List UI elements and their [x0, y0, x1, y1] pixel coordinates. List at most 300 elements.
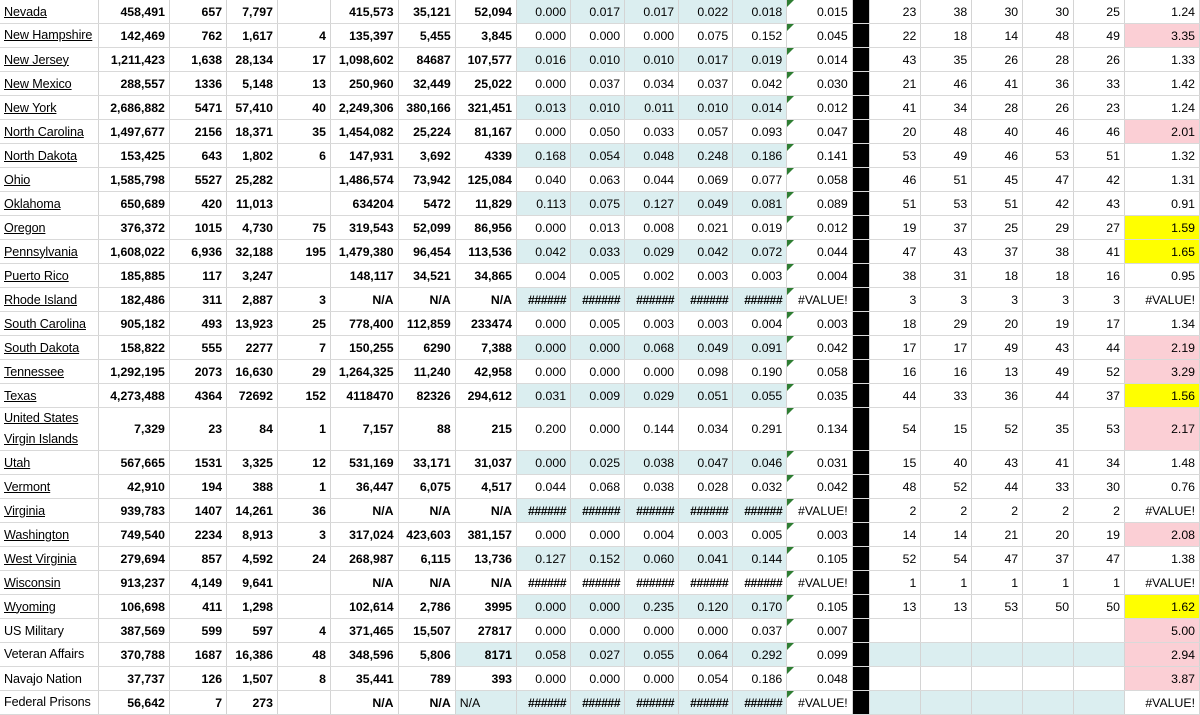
row-label-link[interactable]: New Mexico: [4, 76, 72, 91]
rank-cell-2[interactable]: 17: [921, 336, 972, 360]
rate-cell-1[interactable]: ######: [517, 691, 571, 715]
rank-cell-1[interactable]: 18: [870, 312, 921, 336]
value-cell-n3[interactable]: 11,013: [227, 192, 278, 216]
value-cell-n5[interactable]: 348,596: [330, 643, 398, 667]
ratio-cell[interactable]: 3.29: [1124, 360, 1199, 384]
rate-cell-2[interactable]: 0.068: [571, 475, 625, 499]
rate-cell-1[interactable]: 0.013: [517, 96, 571, 120]
value-cell-n1[interactable]: 650,689: [99, 192, 170, 216]
value-cell-n2[interactable]: 23: [169, 408, 226, 451]
value-cell-n7[interactable]: 107,577: [455, 48, 516, 72]
rank-cell-1[interactable]: 43: [870, 48, 921, 72]
rate-cell-1[interactable]: ######: [517, 571, 571, 595]
value-cell-n7[interactable]: N/A: [455, 288, 516, 312]
average-rate-cell[interactable]: 0.105: [787, 547, 852, 571]
value-cell-n2[interactable]: 4364: [169, 384, 226, 408]
value-cell-n4[interactable]: [277, 571, 330, 595]
row-label-cell[interactable]: [0, 216, 99, 240]
rank-cell-1[interactable]: 13: [870, 595, 921, 619]
rate-cell-1[interactable]: 0.168: [517, 144, 571, 168]
ratio-cell[interactable]: 1.56: [1124, 384, 1199, 408]
rank-cell-1[interactable]: [870, 691, 921, 715]
rank-cell-2[interactable]: 53: [921, 192, 972, 216]
rate-cell-2[interactable]: 0.075: [571, 192, 625, 216]
value-cell-n1[interactable]: 1,211,423: [99, 48, 170, 72]
value-cell-n3[interactable]: 1,617: [227, 24, 278, 48]
rate-cell-4[interactable]: 0.057: [679, 120, 733, 144]
value-cell-n1[interactable]: 1,608,022: [99, 240, 170, 264]
rate-cell-1[interactable]: 0.000: [517, 595, 571, 619]
average-rate-cell[interactable]: 0.058: [787, 168, 852, 192]
value-cell-n1[interactable]: 42,910: [99, 475, 170, 499]
row-label-cell[interactable]: [0, 192, 99, 216]
value-cell-n3[interactable]: 32,188: [227, 240, 278, 264]
value-cell-n1[interactable]: 376,372: [99, 216, 170, 240]
value-cell-n6[interactable]: 5,455: [398, 24, 455, 48]
rank-cell-1[interactable]: 38: [870, 264, 921, 288]
rate-cell-4[interactable]: ######: [679, 571, 733, 595]
value-cell-n6[interactable]: 35,121: [398, 0, 455, 24]
value-cell-n4[interactable]: 12: [277, 451, 330, 475]
rank-cell-1[interactable]: 3: [870, 288, 921, 312]
value-cell-n3[interactable]: 1,298: [227, 595, 278, 619]
rank-cell-3[interactable]: 13: [972, 360, 1023, 384]
average-rate-cell[interactable]: #VALUE!: [787, 499, 852, 523]
rate-cell-5[interactable]: 0.292: [733, 643, 787, 667]
value-cell-n4[interactable]: 36: [277, 499, 330, 523]
value-cell-n4[interactable]: 48: [277, 643, 330, 667]
value-cell-n5[interactable]: 147,931: [330, 144, 398, 168]
row-label-cell[interactable]: [0, 408, 99, 451]
rank-cell-5[interactable]: 42: [1074, 168, 1125, 192]
ratio-cell[interactable]: 1.38: [1124, 547, 1199, 571]
rank-cell-3[interactable]: 52: [972, 408, 1023, 451]
average-rate-cell[interactable]: #VALUE!: [787, 691, 852, 715]
rank-cell-1[interactable]: 2: [870, 499, 921, 523]
value-cell-n6[interactable]: 6290: [398, 336, 455, 360]
rate-cell-4[interactable]: 0.054: [679, 667, 733, 691]
value-cell-n1[interactable]: 142,469: [99, 24, 170, 48]
row-label-cell[interactable]: [0, 24, 99, 48]
value-cell-n6[interactable]: 96,454: [398, 240, 455, 264]
value-cell-n2[interactable]: 5527: [169, 168, 226, 192]
value-cell-n7[interactable]: N/A: [455, 691, 516, 715]
rate-cell-4[interactable]: 0.098: [679, 360, 733, 384]
row-label-cell[interactable]: [0, 264, 99, 288]
value-cell-n5[interactable]: 319,543: [330, 216, 398, 240]
row-label-cell[interactable]: [0, 120, 99, 144]
value-cell-n4[interactable]: 35: [277, 120, 330, 144]
row-label-link[interactable]: North Carolina: [4, 124, 84, 139]
rank-cell-2[interactable]: 16: [921, 360, 972, 384]
rank-cell-2[interactable]: 34: [921, 96, 972, 120]
value-cell-n6[interactable]: 34,521: [398, 264, 455, 288]
value-cell-n7[interactable]: 42,958: [455, 360, 516, 384]
ratio-cell[interactable]: 0.95: [1124, 264, 1199, 288]
rate-cell-3[interactable]: 0.144: [625, 408, 679, 451]
rank-cell-1[interactable]: 54: [870, 408, 921, 451]
rate-cell-2[interactable]: 0.050: [571, 120, 625, 144]
rate-cell-2[interactable]: 0.033: [571, 240, 625, 264]
rank-cell-1[interactable]: 44: [870, 384, 921, 408]
value-cell-n2[interactable]: 599: [169, 619, 226, 643]
rate-cell-3[interactable]: ######: [625, 288, 679, 312]
rank-cell-5[interactable]: 44: [1074, 336, 1125, 360]
rate-cell-4[interactable]: 0.028: [679, 475, 733, 499]
rank-cell-5[interactable]: 34: [1074, 451, 1125, 475]
rate-cell-5[interactable]: 0.081: [733, 192, 787, 216]
rank-cell-3[interactable]: 14: [972, 24, 1023, 48]
value-cell-n5[interactable]: 4118470: [330, 384, 398, 408]
value-cell-n1[interactable]: 288,557: [99, 72, 170, 96]
rate-cell-1[interactable]: 0.000: [517, 216, 571, 240]
value-cell-n7[interactable]: 125,084: [455, 168, 516, 192]
rate-cell-5[interactable]: 0.055: [733, 384, 787, 408]
value-cell-n7[interactable]: 86,956: [455, 216, 516, 240]
value-cell-n3[interactable]: 57,410: [227, 96, 278, 120]
value-cell-n1[interactable]: 37,737: [99, 667, 170, 691]
ratio-cell[interactable]: 1.24: [1124, 96, 1199, 120]
rank-cell-5[interactable]: 37: [1074, 384, 1125, 408]
value-cell-n4[interactable]: 24: [277, 547, 330, 571]
value-cell-n1[interactable]: 158,822: [99, 336, 170, 360]
row-label-cell[interactable]: [0, 360, 99, 384]
row-label-link[interactable]: Pennsylvania: [4, 244, 78, 259]
rank-cell-2[interactable]: 13: [921, 595, 972, 619]
rank-cell-3[interactable]: 53: [972, 595, 1023, 619]
rate-cell-3[interactable]: ######: [625, 691, 679, 715]
rate-cell-2[interactable]: 0.000: [571, 24, 625, 48]
value-cell-n4[interactable]: 6: [277, 144, 330, 168]
rate-cell-4[interactable]: 0.017: [679, 48, 733, 72]
rate-cell-3[interactable]: 0.033: [625, 120, 679, 144]
rate-cell-5[interactable]: 0.032: [733, 475, 787, 499]
value-cell-n2[interactable]: 6,936: [169, 240, 226, 264]
rate-cell-1[interactable]: 0.058: [517, 643, 571, 667]
rank-cell-3[interactable]: 46: [972, 144, 1023, 168]
rank-cell-5[interactable]: 23: [1074, 96, 1125, 120]
rate-cell-3[interactable]: 0.029: [625, 240, 679, 264]
ratio-cell[interactable]: #VALUE!: [1124, 691, 1199, 715]
rate-cell-5[interactable]: ######: [733, 691, 787, 715]
rate-cell-2[interactable]: 0.000: [571, 595, 625, 619]
value-cell-n4[interactable]: 8: [277, 667, 330, 691]
rate-cell-3[interactable]: 0.048: [625, 144, 679, 168]
value-cell-n3[interactable]: 14,261: [227, 499, 278, 523]
ratio-cell[interactable]: 1.33: [1124, 48, 1199, 72]
rank-cell-2[interactable]: 31: [921, 264, 972, 288]
rate-cell-5[interactable]: 0.093: [733, 120, 787, 144]
rank-cell-2[interactable]: 15: [921, 408, 972, 451]
value-cell-n4[interactable]: 13: [277, 72, 330, 96]
rate-cell-5[interactable]: 0.091: [733, 336, 787, 360]
row-label-link[interactable]: United States Virgin Islands: [4, 411, 79, 446]
value-cell-n5[interactable]: 35,441: [330, 667, 398, 691]
rate-cell-3[interactable]: 0.034: [625, 72, 679, 96]
rank-cell-5[interactable]: 43: [1074, 192, 1125, 216]
rank-cell-3[interactable]: 25: [972, 216, 1023, 240]
value-cell-n2[interactable]: 7: [169, 691, 226, 715]
value-cell-n6[interactable]: 88: [398, 408, 455, 451]
ratio-cell[interactable]: 1.32: [1124, 144, 1199, 168]
rate-cell-5[interactable]: 0.170: [733, 595, 787, 619]
rank-cell-1[interactable]: 17: [870, 336, 921, 360]
value-cell-n2[interactable]: 555: [169, 336, 226, 360]
rate-cell-4[interactable]: 0.041: [679, 547, 733, 571]
row-label-link[interactable]: Wisconsin: [4, 575, 61, 590]
rate-cell-1[interactable]: 0.000: [517, 120, 571, 144]
rate-cell-3[interactable]: 0.000: [625, 360, 679, 384]
value-cell-n7[interactable]: 113,536: [455, 240, 516, 264]
row-label-cell[interactable]: [0, 547, 99, 571]
value-cell-n3[interactable]: 2,887: [227, 288, 278, 312]
average-rate-cell[interactable]: 0.035: [787, 384, 852, 408]
rank-cell-5[interactable]: [1074, 619, 1125, 643]
average-rate-cell[interactable]: 0.042: [787, 475, 852, 499]
rate-cell-4[interactable]: 0.047: [679, 451, 733, 475]
row-label-link[interactable]: Puerto Rico: [4, 268, 69, 283]
value-cell-n7[interactable]: 4339: [455, 144, 516, 168]
rank-cell-3[interactable]: 40: [972, 120, 1023, 144]
rate-cell-1[interactable]: 0.000: [517, 667, 571, 691]
value-cell-n4[interactable]: 3: [277, 288, 330, 312]
rank-cell-4[interactable]: [1023, 691, 1074, 715]
value-cell-n3[interactable]: 13,923: [227, 312, 278, 336]
rank-cell-2[interactable]: 52: [921, 475, 972, 499]
rank-cell-3[interactable]: 2: [972, 499, 1023, 523]
value-cell-n4[interactable]: 4: [277, 24, 330, 48]
rank-cell-4[interactable]: 41: [1023, 451, 1074, 475]
rate-cell-4[interactable]: ######: [679, 288, 733, 312]
rank-cell-5[interactable]: [1074, 643, 1125, 667]
rank-cell-1[interactable]: 15: [870, 451, 921, 475]
value-cell-n6[interactable]: 6,115: [398, 547, 455, 571]
value-cell-n2[interactable]: 311: [169, 288, 226, 312]
rate-cell-1[interactable]: ######: [517, 288, 571, 312]
rate-cell-1[interactable]: 0.044: [517, 475, 571, 499]
rank-cell-5[interactable]: 52: [1074, 360, 1125, 384]
value-cell-n6[interactable]: 3,692: [398, 144, 455, 168]
rank-cell-3[interactable]: 37: [972, 240, 1023, 264]
value-cell-n3[interactable]: 1,802: [227, 144, 278, 168]
rate-cell-5[interactable]: 0.077: [733, 168, 787, 192]
rate-cell-5[interactable]: 0.042: [733, 72, 787, 96]
rank-cell-3[interactable]: 3: [972, 288, 1023, 312]
value-cell-n6[interactable]: 73,942: [398, 168, 455, 192]
row-label-link[interactable]: Vermont: [4, 479, 51, 494]
rank-cell-2[interactable]: 46: [921, 72, 972, 96]
rate-cell-2[interactable]: 0.000: [571, 408, 625, 451]
value-cell-n2[interactable]: 194: [169, 475, 226, 499]
rank-cell-3[interactable]: [972, 691, 1023, 715]
row-label-cell[interactable]: [0, 312, 99, 336]
rank-cell-3[interactable]: 18: [972, 264, 1023, 288]
value-cell-n3[interactable]: 4,592: [227, 547, 278, 571]
row-label-cell[interactable]: [0, 451, 99, 475]
rank-cell-4[interactable]: 18: [1023, 264, 1074, 288]
value-cell-n6[interactable]: 82326: [398, 384, 455, 408]
rank-cell-5[interactable]: 2: [1074, 499, 1125, 523]
rank-cell-4[interactable]: 36: [1023, 72, 1074, 96]
rate-cell-4[interactable]: 0.022: [679, 0, 733, 24]
value-cell-n3[interactable]: 3,247: [227, 264, 278, 288]
rank-cell-2[interactable]: 29: [921, 312, 972, 336]
ratio-cell[interactable]: 2.01: [1124, 120, 1199, 144]
value-cell-n7[interactable]: 11,829: [455, 192, 516, 216]
rate-cell-5[interactable]: 0.019: [733, 48, 787, 72]
rank-cell-2[interactable]: 18: [921, 24, 972, 48]
value-cell-n5[interactable]: 1,264,325: [330, 360, 398, 384]
value-cell-n1[interactable]: 7,329: [99, 408, 170, 451]
value-cell-n3[interactable]: 16,630: [227, 360, 278, 384]
rate-cell-5[interactable]: 0.186: [733, 144, 787, 168]
rate-cell-2[interactable]: ######: [571, 499, 625, 523]
rank-cell-5[interactable]: 1: [1074, 571, 1125, 595]
rank-cell-5[interactable]: 46: [1074, 120, 1125, 144]
value-cell-n6[interactable]: 423,603: [398, 523, 455, 547]
rank-cell-3[interactable]: 44: [972, 475, 1023, 499]
value-cell-n2[interactable]: 1531: [169, 451, 226, 475]
row-label-cell[interactable]: [0, 595, 99, 619]
row-label-cell[interactable]: [0, 667, 99, 691]
value-cell-n6[interactable]: 25,224: [398, 120, 455, 144]
value-cell-n2[interactable]: 2073: [169, 360, 226, 384]
value-cell-n5[interactable]: 317,024: [330, 523, 398, 547]
rate-cell-2[interactable]: 0.037: [571, 72, 625, 96]
value-cell-n3[interactable]: 4,730: [227, 216, 278, 240]
value-cell-n2[interactable]: 411: [169, 595, 226, 619]
ratio-cell[interactable]: 1.31: [1124, 168, 1199, 192]
rate-cell-3[interactable]: 0.068: [625, 336, 679, 360]
value-cell-n6[interactable]: 112,859: [398, 312, 455, 336]
rate-cell-5[interactable]: ######: [733, 499, 787, 523]
ratio-cell[interactable]: 2.94: [1124, 643, 1199, 667]
rate-cell-5[interactable]: 0.037: [733, 619, 787, 643]
value-cell-n1[interactable]: 387,569: [99, 619, 170, 643]
rate-cell-4[interactable]: 0.069: [679, 168, 733, 192]
rank-cell-5[interactable]: 30: [1074, 475, 1125, 499]
value-cell-n7[interactable]: N/A: [455, 571, 516, 595]
rank-cell-4[interactable]: 33: [1023, 475, 1074, 499]
row-label-cell[interactable]: [0, 288, 99, 312]
value-cell-n1[interactable]: 56,642: [99, 691, 170, 715]
rank-cell-5[interactable]: 3: [1074, 288, 1125, 312]
rate-cell-2[interactable]: 0.005: [571, 264, 625, 288]
rank-cell-4[interactable]: 1: [1023, 571, 1074, 595]
ratio-cell[interactable]: 0.91: [1124, 192, 1199, 216]
average-rate-cell[interactable]: 0.134: [787, 408, 852, 451]
value-cell-n4[interactable]: 40: [277, 96, 330, 120]
rate-cell-3[interactable]: 0.011: [625, 96, 679, 120]
value-cell-n3[interactable]: 273: [227, 691, 278, 715]
value-cell-n3[interactable]: 72692: [227, 384, 278, 408]
rate-cell-3[interactable]: 0.000: [625, 619, 679, 643]
rate-cell-4[interactable]: 0.042: [679, 240, 733, 264]
average-rate-cell[interactable]: 0.089: [787, 192, 852, 216]
value-cell-n2[interactable]: 493: [169, 312, 226, 336]
row-label-cell[interactable]: [0, 168, 99, 192]
value-cell-n3[interactable]: 8,913: [227, 523, 278, 547]
value-cell-n6[interactable]: N/A: [398, 499, 455, 523]
ratio-cell[interactable]: 1.65: [1124, 240, 1199, 264]
ratio-cell[interactable]: 3.87: [1124, 667, 1199, 691]
rate-cell-5[interactable]: 0.005: [733, 523, 787, 547]
average-rate-cell[interactable]: 0.015: [787, 0, 852, 24]
row-label-cell[interactable]: [0, 48, 99, 72]
rank-cell-2[interactable]: 1: [921, 571, 972, 595]
rate-cell-2[interactable]: 0.000: [571, 667, 625, 691]
rate-cell-3[interactable]: ######: [625, 571, 679, 595]
rate-cell-1[interactable]: 0.000: [517, 360, 571, 384]
row-label-link[interactable]: South Carolina: [4, 316, 86, 331]
value-cell-n6[interactable]: 5472: [398, 192, 455, 216]
rank-cell-4[interactable]: 20: [1023, 523, 1074, 547]
rate-cell-5[interactable]: 0.072: [733, 240, 787, 264]
rate-cell-3[interactable]: 0.000: [625, 24, 679, 48]
row-label-cell[interactable]: [0, 571, 99, 595]
value-cell-n7[interactable]: 27817: [455, 619, 516, 643]
rank-cell-4[interactable]: 28: [1023, 48, 1074, 72]
value-cell-n5[interactable]: 1,486,574: [330, 168, 398, 192]
rank-cell-2[interactable]: 54: [921, 547, 972, 571]
value-cell-n2[interactable]: 1,638: [169, 48, 226, 72]
ratio-cell[interactable]: 2.08: [1124, 523, 1199, 547]
rank-cell-4[interactable]: 43: [1023, 336, 1074, 360]
value-cell-n4[interactable]: 7: [277, 336, 330, 360]
average-rate-cell[interactable]: 0.048: [787, 667, 852, 691]
row-label-link[interactable]: South Dakota: [4, 340, 80, 355]
rank-cell-3[interactable]: 51: [972, 192, 1023, 216]
rate-cell-3[interactable]: 0.029: [625, 384, 679, 408]
rate-cell-4[interactable]: 0.064: [679, 643, 733, 667]
value-cell-n3[interactable]: 18,371: [227, 120, 278, 144]
rate-cell-2[interactable]: 0.005: [571, 312, 625, 336]
average-rate-cell[interactable]: 0.031: [787, 451, 852, 475]
rank-cell-5[interactable]: 19: [1074, 523, 1125, 547]
value-cell-n5[interactable]: N/A: [330, 691, 398, 715]
rank-cell-3[interactable]: 21: [972, 523, 1023, 547]
rate-cell-1[interactable]: 0.000: [517, 336, 571, 360]
rank-cell-2[interactable]: 40: [921, 451, 972, 475]
value-cell-n5[interactable]: 415,573: [330, 0, 398, 24]
value-cell-n3[interactable]: 2277: [227, 336, 278, 360]
ratio-cell[interactable]: 1.42: [1124, 72, 1199, 96]
value-cell-n7[interactable]: 3,845: [455, 24, 516, 48]
average-rate-cell[interactable]: 0.045: [787, 24, 852, 48]
rank-cell-1[interactable]: 21: [870, 72, 921, 96]
rank-cell-5[interactable]: 27: [1074, 216, 1125, 240]
rate-cell-5[interactable]: 0.152: [733, 24, 787, 48]
value-cell-n6[interactable]: 6,075: [398, 475, 455, 499]
average-rate-cell[interactable]: 0.012: [787, 216, 852, 240]
value-cell-n7[interactable]: 393: [455, 667, 516, 691]
rate-cell-4[interactable]: 0.003: [679, 264, 733, 288]
average-rate-cell[interactable]: 0.141: [787, 144, 852, 168]
value-cell-n3[interactable]: 9,641: [227, 571, 278, 595]
value-cell-n1[interactable]: 2,686,882: [99, 96, 170, 120]
row-label-cell[interactable]: [0, 523, 99, 547]
rank-cell-4[interactable]: 26: [1023, 96, 1074, 120]
row-label-link[interactable]: Washington: [4, 527, 70, 542]
value-cell-n5[interactable]: 778,400: [330, 312, 398, 336]
value-cell-n7[interactable]: 321,451: [455, 96, 516, 120]
rank-cell-1[interactable]: 48: [870, 475, 921, 499]
rate-cell-1[interactable]: 0.000: [517, 523, 571, 547]
rate-cell-2[interactable]: 0.152: [571, 547, 625, 571]
value-cell-n2[interactable]: 657: [169, 0, 226, 24]
value-cell-n6[interactable]: 84687: [398, 48, 455, 72]
rate-cell-4[interactable]: 0.075: [679, 24, 733, 48]
